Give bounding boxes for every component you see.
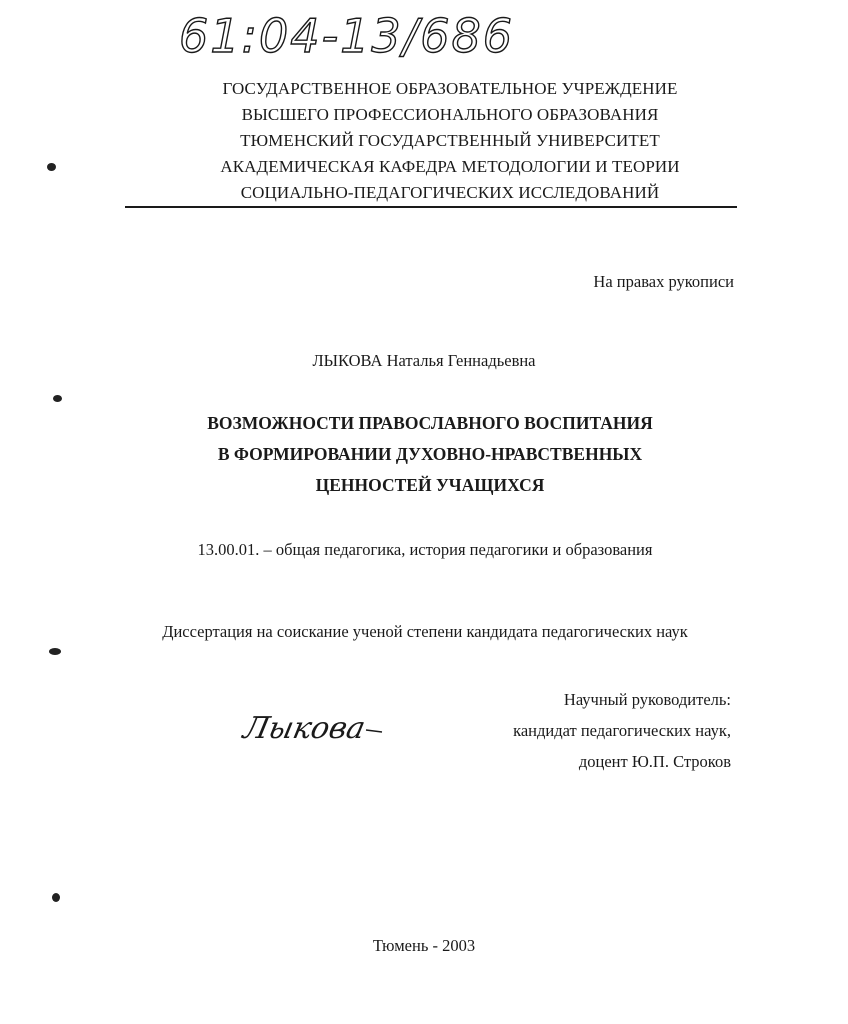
signature-text: Лыкова: [240, 711, 369, 746]
dissertation-title: [130, 408, 730, 501]
title-line: ВОЗМОЖНОСТИ ПРАВОСЛАВНОГО ВОСПИТАНИЯ: [207, 413, 653, 433]
institution-header: [160, 76, 740, 206]
scan-mark: [47, 163, 56, 171]
supervisor-block: [513, 684, 731, 777]
institution-line: СОЦИАЛЬНО-ПЕДАГОГИЧЕСКИХ ИССЛЕДОВАНИЙ: [240, 183, 660, 202]
title-line: В ФОРМИРОВАНИИ ДУХОВНО-НРАВСТВЕННЫХ: [217, 444, 643, 464]
supervisor-degree: кандидат педагогических наук,: [513, 721, 731, 740]
handwritten-call-number: [175, 2, 514, 64]
scan-mark: [52, 893, 60, 902]
title-line: ЦЕННОСТЕЙ УЧАЩИХСЯ: [315, 475, 545, 495]
call-number-text: 61:04-13/686: [179, 9, 514, 63]
degree-statement: Диссертация на соискание ученой степени кандидата педагогических наук: [162, 622, 688, 641]
scan-mark: [49, 648, 61, 655]
supervisor-label: Научный руководитель:: [563, 690, 731, 709]
institution-line: ГОСУДАРСТВЕННОЕ ОБРАЗОВАТЕЛЬНОЕ УЧРЕЖДЕНИЕ: [222, 79, 678, 98]
city-year: Тюмень - 2003: [372, 936, 476, 955]
specialty-code: 13.00.01. – общая педагогика, история педагогики и образования: [197, 540, 653, 559]
header-divider: [125, 206, 737, 208]
author-name: ЛЫКОВА Наталья Геннадьевна: [312, 351, 536, 370]
supervisor-name: доцент Ю.П. Строков: [578, 752, 731, 771]
rights-notice: На правах рукописи: [593, 272, 734, 291]
institution-line: ТЮМЕНСКИЙ ГОСУДАРСТВЕННЫЙ УНИВЕРСИТЕТ: [240, 131, 660, 150]
institution-line: АКАДЕМИЧЕСКАЯ КАФЕДРА МЕТОДОЛОГИИ И ТЕОРИИ: [220, 157, 680, 176]
author-signature: [240, 700, 388, 760]
institution-line: ВЫСШЕГО ПРОФЕССИОНАЛЬНОГО ОБРАЗОВАНИЯ: [241, 105, 659, 124]
scan-mark: [53, 395, 62, 402]
